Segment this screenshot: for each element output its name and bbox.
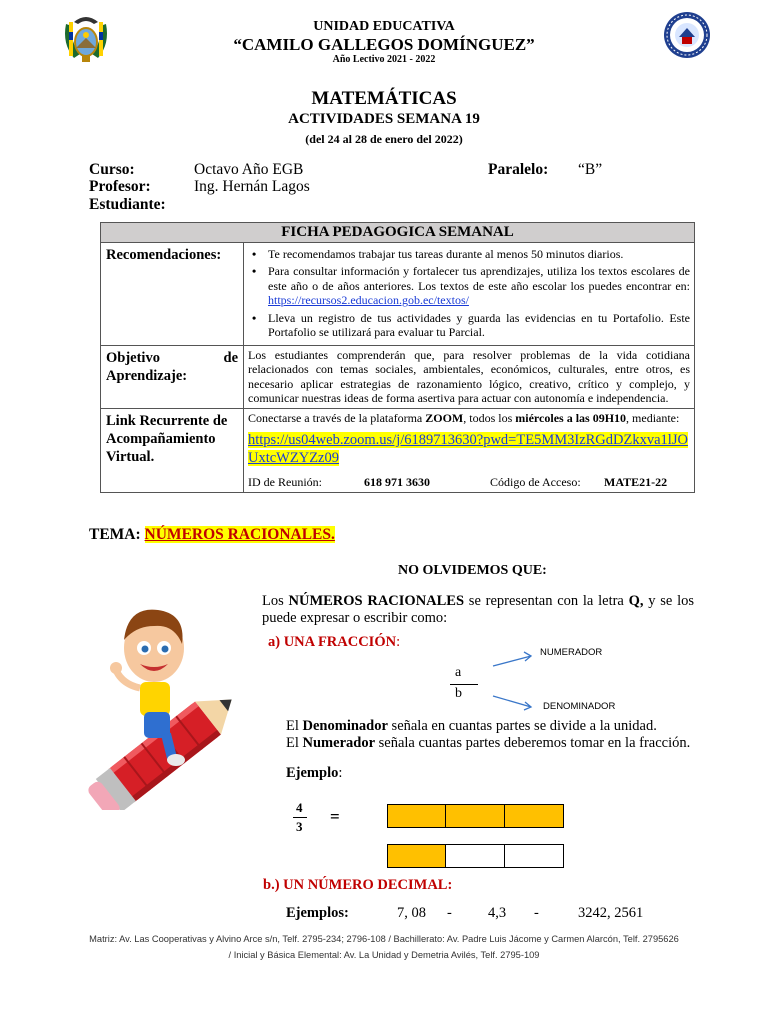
example-fraction-numerator: 4 (296, 800, 303, 815)
arrow-icon (490, 648, 540, 713)
item-a-heading (268, 634, 400, 651)
week-dates: (del 24 al 28 de enero del 2022) (305, 132, 463, 146)
textos-link[interactable]: https://recursos2.educacion.gob.ec/textos/ (268, 293, 469, 307)
decimal-example: 7, 08 (397, 905, 426, 921)
fraction-part-filled (387, 844, 446, 868)
numerador-label: NUMERADOR (540, 647, 603, 658)
item-a-text: a) UNA FRACCIÓN (268, 634, 397, 650)
zoom-instructions-text: , mediante: (626, 410, 680, 425)
recommendation-item (268, 264, 690, 308)
school-name-line1: UNIDAD EDUCATIVA (313, 19, 455, 34)
fraction-bar (450, 684, 478, 685)
item-a-colon: : (396, 634, 401, 650)
definition-text: El (286, 718, 303, 734)
intro-letter-q: Q, (628, 593, 644, 609)
fraction-part-empty (505, 844, 564, 868)
access-code-value: MATE21-22 (604, 475, 668, 489)
activities-title: ACTIVIDADES SEMANA 19 (288, 111, 480, 127)
definition-text: El (286, 735, 303, 751)
recommendation-item: • Lleva un registro de tus actividades y guarda las evidencias en tu Portafolio. Este Portafolio se utilizará para evaluar tu Parcial. (268, 311, 690, 340)
intro-text: y se los puede expresar o escribir como: (262, 593, 695, 626)
numerador-definition (286, 735, 690, 752)
objetivo-label-de: de (223, 349, 238, 366)
separator-dash: - (447, 905, 452, 921)
recomendaciones-label: Recomendaciones: (101, 242, 244, 345)
example-fraction-bar (293, 817, 307, 818)
recomendaciones-list (248, 247, 690, 340)
ejemplo-colon: : (338, 765, 343, 781)
ficha-pedagogica-table (100, 222, 695, 493)
zoom-cell (244, 408, 695, 492)
intro-text: se representan con la letra (464, 593, 629, 609)
recomendaciones-cell (244, 242, 695, 345)
denominador-term: Denominador (302, 718, 388, 734)
definition-text: señala en cuantas partes se divide a la unidad. (387, 718, 657, 734)
separator-dash: - (534, 905, 539, 921)
boy-on-pencil-illustration (88, 588, 240, 810)
fraction-part-filled (505, 804, 564, 828)
link-recurrente-label: Link Recurrente de Acompañamiento Virtual. (101, 408, 244, 492)
recommendation-text: Para consultar información y fortalecer tus aprendizajes, utiliza los textos escolares de este año o de años anteriores. Los textos de este año escolar los puedes encontrar en: (268, 264, 690, 293)
objetivo-label (101, 345, 244, 408)
fraction-bar-row-2 (387, 844, 564, 868)
zoom-instructions-text: , todos los (463, 410, 516, 425)
no-olvidemos-heading: NO OLVIDEMOS QUE: (398, 563, 547, 578)
access-code-label: Código de Acceso: (490, 475, 581, 489)
denominador-definition (286, 718, 657, 735)
meeting-id-value: 618 971 3630 (364, 475, 430, 489)
curso-label: Curso: (89, 161, 135, 178)
objetivo-label-word: Objetivo (106, 349, 160, 366)
school-name-line2: “CAMILO GALLEGOS DOMÍNGUEZ” (233, 35, 535, 54)
decimal-example: 3242, 2561 (578, 905, 644, 921)
footer-address-line2: / Inicial y Básica Elemental: Av. La Unidad y Demetria Avilés, Telf. 2795-109 (228, 950, 540, 960)
ficha-title: FICHA PEDAGOGICA SEMANAL (101, 223, 695, 243)
fraction-bar-row-1 (387, 804, 564, 828)
tema-value: NÚMEROS RACIONALES. (144, 526, 335, 543)
denominador-label: DENOMINADOR (543, 701, 616, 712)
profesor-value: Ing. Hernán Lagos (194, 178, 310, 195)
intro-text: Los (262, 593, 289, 609)
profesor-label: Profesor: (89, 178, 151, 195)
numerador-term: Numerador (302, 735, 376, 751)
estudiante-label: Estudiante: (89, 196, 166, 213)
intro-term: NÚMEROS RACIONALES (288, 593, 465, 609)
fraction-part-filled (387, 804, 446, 828)
recommendation-item: • Te recomendamos trabajar tus tareas durante al menos 50 minutos diarios. (268, 247, 690, 262)
definition-text: señala cuantas partes deberemos tomar en la fracción. (375, 735, 691, 751)
ejemplo-label: Ejemplo (286, 765, 339, 781)
ejemplos-label: Ejemplos: (286, 905, 349, 921)
paralelo-value: “B” (578, 161, 603, 178)
fraction-part-empty (446, 844, 505, 868)
meeting-id-label: ID de Reunión: (248, 475, 322, 489)
fraction-numerator: a (455, 665, 462, 680)
example-fraction-denominator: 3 (296, 819, 303, 834)
footer-address-line1: Matriz: Av. Las Cooperativas y Alvino Arce s/n, Telf. 2795-234; 2796-108 / Bachillerato: Av. Padre Luis Jácome y Carmen Alarcón, Telf. 2795626 (89, 934, 679, 944)
zoom-platform-name: ZOOM (425, 410, 464, 425)
tema-heading (89, 526, 335, 544)
zoom-instructions (248, 411, 690, 426)
decimal-example: 4,3 (488, 905, 507, 921)
objetivo-text: Los estudiantes comprenderán que, para resolver problemas de la vida cotidiana relacionados con temas sociales, ambientales, económicos, culturales, entre otros, es necesario aplicar estrategias de razonamiento lógico, creativo, crítico y complejo, y comunicar nuestras ideas de forma asertiva para actuar con autonomía e independencia. (244, 345, 695, 408)
meeting-credentials (248, 475, 690, 490)
equals-sign: = (330, 807, 340, 826)
paralelo-label: Paralelo: (488, 161, 549, 178)
zoom-instructions-text: Conectarse a través de la plataforma (248, 410, 426, 425)
aprendizaje-label-word: Aprendizaje: (106, 367, 188, 384)
school-year: Año Lectivo 2021 - 2022 (332, 54, 436, 65)
curso-value: Octavo Año EGB (194, 161, 304, 178)
fraction-denominator: b (455, 686, 462, 701)
tema-label: TEMA: (89, 526, 145, 543)
subject-title: MATEMÁTICAS (311, 88, 457, 109)
racionales-intro (262, 593, 694, 627)
zoom-schedule: miércoles a las 09H10 (515, 410, 627, 425)
item-b-heading: b.) UN NÚMERO DECIMAL: (263, 877, 453, 893)
ejemplo-heading (286, 765, 342, 782)
zoom-meeting-link[interactable]: https://us04web.zoom.us/j/6189713630?pwd=TE5MM3IzRGdDZkxva1lJOUxtcWZYZz09 (248, 432, 688, 466)
fraction-part-filled (446, 804, 505, 828)
